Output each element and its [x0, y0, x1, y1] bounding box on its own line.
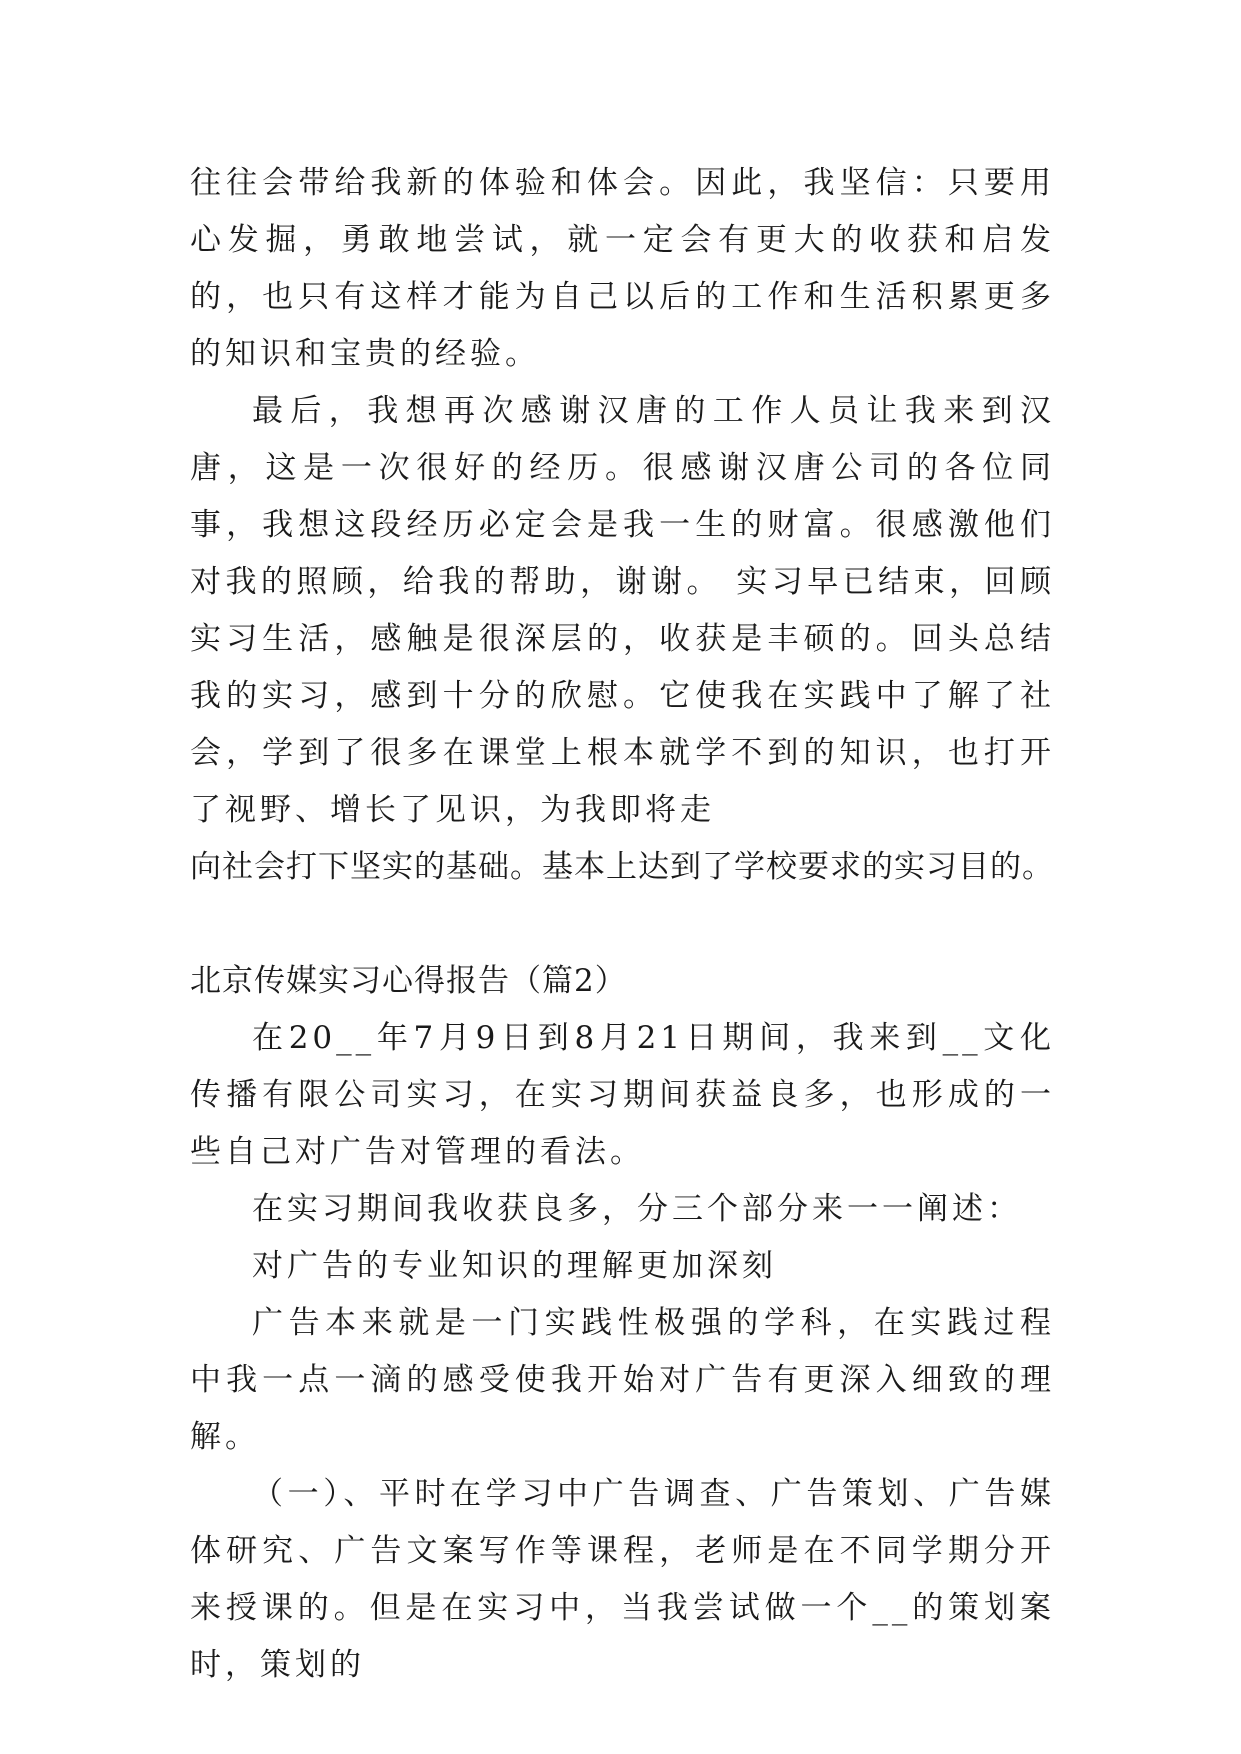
paragraph-2: 最后，我想再次感谢汉唐的工作人员让我来到汉唐，这是一次很好的经历。很感谢汉唐公司的各位同事，我想这段经历必定会是我一生的财富。很感激他们对我的照顾，给我的帮助，谢谢。 实习早已结束，回顾实习生活，感触是很深层的，收获是丰硕的。回头总结我的实习，感到十分的欣慰。它使我在实践中了解了社会，学到了很多在课堂上根本就学不到的知识，也打开了视野、增长了见识，为我即将走	[190, 393, 1055, 828]
paragraph-1: 往往会带给我新的体验和体会。因此，我坚信：只要用心发掘，勇敢地尝试，就一定会有更大的收获和启发的，也只有这样才能为自己以后的工作和生活积累更多的知识和宝贵的经验。	[190, 165, 1055, 372]
paragraph-3: 在20__年7月9日到8月21日期间，我来到__文化传播有限公司实习，在实习期间获益良多，也形成的一些自己对广告对管理的看法。	[190, 1020, 1055, 1170]
paragraph-7: （一）、平时在学习中广告调查、广告策划、广告媒体研究、广告文案写作等课程，老师是在不同学期分开来授课的。但是在实习中，当我尝试做一个__的策划案时，策划的	[190, 1476, 1055, 1683]
paragraph-6: 广告本来就是一门实践性极强的学科，在实践过程中我一点一滴的感受使我开始对广告有更深入细致的理解。	[190, 1305, 1055, 1455]
document-body	[190, 155, 1055, 1694]
paragraph-5: 对广告的专业知识的理解更加深刻	[252, 1248, 777, 1284]
paragraph-4: 在实习期间我收获良多，分三个部分来一一阐述：	[252, 1191, 1022, 1227]
section-heading: 北京传媒实习心得报告（篇2）	[190, 963, 627, 999]
paragraph-2-last-line: 向社会打下坚实的基础。基本上达到了学校要求的实习目的。	[190, 849, 1054, 885]
